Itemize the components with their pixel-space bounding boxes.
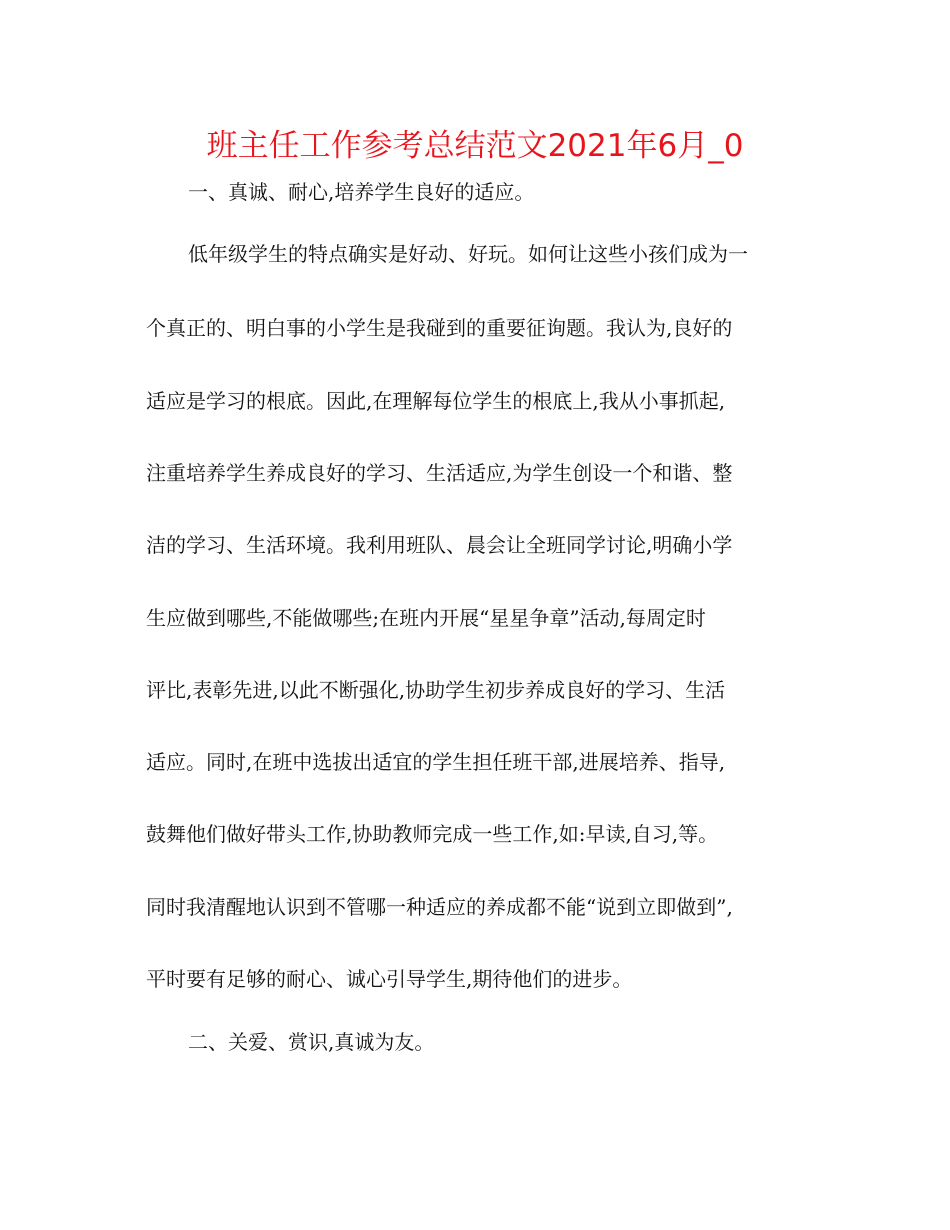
paragraph-line: 注重培养学生养成良好的学习、生活适应,为学生创设一个和谐、整 xyxy=(146,461,733,485)
paragraph-line: 平时要有足够的耐心、诚心引导学生,期待他们的进步。 xyxy=(146,967,633,991)
paragraph-line: 洁的学习、生活环境。我利用班队、晨会让全班同学讨论,明确小学 xyxy=(146,533,733,557)
section-heading-1: 一、真诚、耐心,培养学生良好的适应。 xyxy=(188,180,535,204)
paragraph-line: 评比,表彰先进,以此不断强化,协助学生初步养成良好的学习、生活 xyxy=(146,678,726,702)
paragraph-line: 个真正的、明白事的小学生是我碰到的重要征询题。我认为,良好的 xyxy=(146,316,733,340)
paragraph-line: 同时我清醒地认识到不管哪一种适应的养成都不能“说到立即做到”, xyxy=(146,895,733,919)
paragraph-line: 适应。同时,在班中选拔出适宜的学生担任班干部,进展培养、指导, xyxy=(146,750,726,774)
document-title: 班主任工作参考总结范文2021年6月_0 xyxy=(206,128,744,164)
paragraph-line: 适应是学习的根底。因此,在理解每位学生的根底上,我从小事抓起, xyxy=(146,389,726,413)
paragraph-line: 生应做到哪些,不能做哪些;在班内开展“星星争章”活动,每周定时 xyxy=(146,606,706,630)
paragraph-line: 低年级学生的特点确实是好动、好玩。如何让这些小孩们成为一 xyxy=(188,242,748,266)
paragraph-line: 鼓舞他们做好带头工作,协助教师完成一些工作,如:早读,自习,等。 xyxy=(146,822,719,846)
section-heading-2: 二、关爱、赏识,真诚为友。 xyxy=(188,1030,435,1054)
